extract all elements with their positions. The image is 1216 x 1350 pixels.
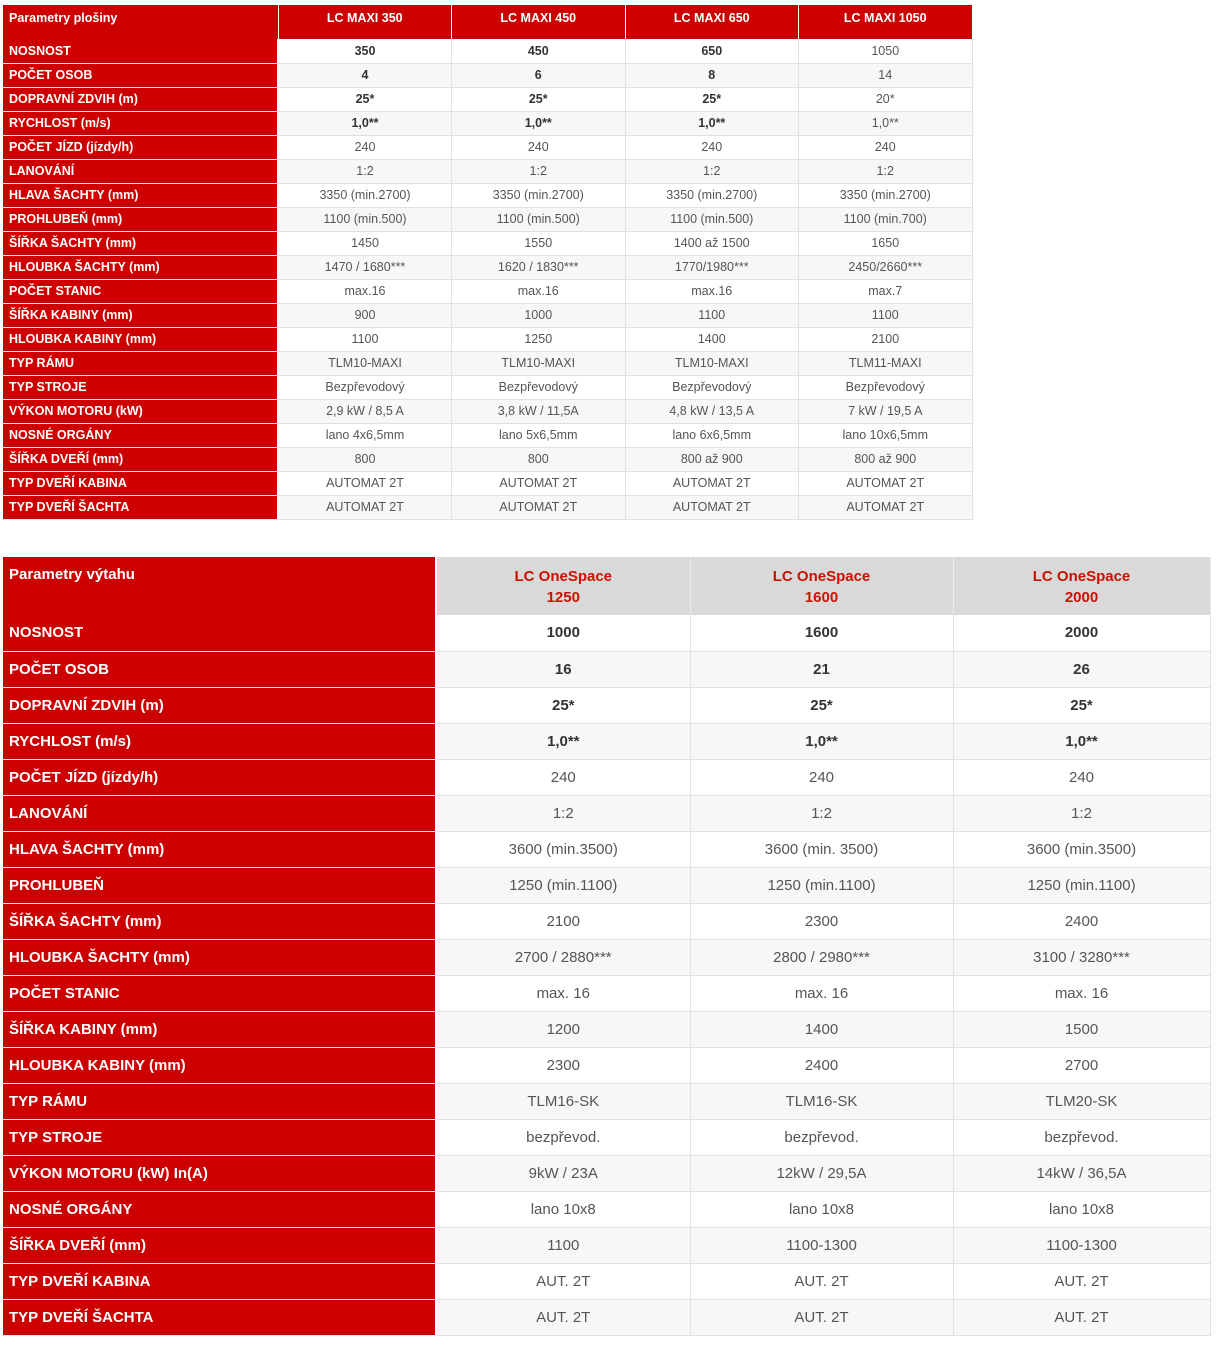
table-cell: max. 16: [953, 975, 1210, 1011]
table-cell: 650: [625, 39, 799, 63]
row-label: ŠÍŘKA KABINY (mm): [3, 303, 278, 327]
row-label: HLOUBKA KABINY (mm): [3, 1047, 436, 1083]
table-row: [3, 1191, 1210, 1227]
table-header-row: [3, 557, 1210, 615]
table-row: [3, 375, 972, 399]
table-cell: max. 16: [690, 975, 953, 1011]
table-row: [3, 903, 1210, 939]
table-cell: 1400 až 1500: [625, 231, 799, 255]
table-cell: 4,8 kW / 13,5 A: [625, 399, 799, 423]
table-cell: AUT. 2T: [436, 1263, 690, 1299]
table-cell: TLM20-SK: [953, 1083, 1210, 1119]
table-row: [3, 135, 972, 159]
row-label: HLOUBKA ŠACHTY (mm): [3, 255, 278, 279]
table-cell: 1:2: [452, 159, 626, 183]
table-cell: max.16: [452, 279, 626, 303]
table-cell: 800 až 900: [625, 447, 799, 471]
row-label: HLAVA ŠACHTY (mm): [3, 831, 436, 867]
header-label: Parametry plošiny: [3, 5, 278, 39]
row-label: NOSNOST: [3, 39, 278, 63]
header-label: Parametry výtahu: [3, 557, 436, 615]
table-cell: 1:2: [953, 795, 1210, 831]
row-label: TYP RÁMU: [3, 351, 278, 375]
table-cell: 7 kW / 19,5 A: [799, 399, 973, 423]
model-header: [436, 557, 690, 615]
table-cell: 240: [690, 759, 953, 795]
table-cell: 2100: [799, 327, 973, 351]
table-cell: 25*: [690, 687, 953, 723]
table-cell: TLM10-MAXI: [452, 351, 626, 375]
table-cell: 2800 / 2980***: [690, 939, 953, 975]
row-label: TYP RÁMU: [3, 1083, 436, 1119]
table-cell: 26: [953, 651, 1210, 687]
row-label: HLOUBKA KABINY (mm): [3, 327, 278, 351]
row-label: NOSNÉ ORGÁNY: [3, 1191, 436, 1227]
table-row: [3, 447, 972, 471]
table-cell: 14kW / 36,5A: [953, 1155, 1210, 1191]
table-row: [3, 651, 1210, 687]
model-capacity: 1600: [804, 589, 839, 606]
row-label: TYP DVEŘÍ KABINA: [3, 471, 278, 495]
row-label: VÝKON MOTORU (kW) In(A): [3, 1155, 436, 1191]
table-cell: lano 4x6,5mm: [278, 423, 452, 447]
table-cell: TLM16-SK: [436, 1083, 690, 1119]
table-cell: lano 10x6,5mm: [799, 423, 973, 447]
table-cell: 1250: [452, 327, 626, 351]
table-cell: 3600 (min.3500): [436, 831, 690, 867]
table-cell: 1250 (min.1100): [690, 867, 953, 903]
table-cell: 3350 (min.2700): [278, 183, 452, 207]
table-cell: 1000: [452, 303, 626, 327]
table-cell: 3350 (min.2700): [452, 183, 626, 207]
row-label: TYP STROJE: [3, 1119, 436, 1155]
table-cell: AUT. 2T: [436, 1299, 690, 1335]
table-cell: 2400: [690, 1047, 953, 1083]
table-cell: Bezpřevodový: [452, 375, 626, 399]
table-cell: 3100 / 3280***: [953, 939, 1210, 975]
row-label: TYP STROJE: [3, 375, 278, 399]
table-cell: 4: [278, 63, 452, 87]
model-header: [953, 557, 1210, 615]
table-cell: 1400: [690, 1011, 953, 1047]
model-header: LC MAXI 350: [278, 5, 452, 39]
table-cell: 1250 (min.1100): [953, 867, 1210, 903]
table-cell: AUTOMAT 2T: [278, 471, 452, 495]
table-cell: AUT. 2T: [953, 1299, 1210, 1335]
table-cell: 240: [278, 135, 452, 159]
row-label: DOPRAVNÍ ZDVIH (m): [3, 87, 278, 111]
table-cell: 1100: [278, 327, 452, 351]
table-cell: 1470 / 1680***: [278, 255, 452, 279]
row-label: HLOUBKA ŠACHTY (mm): [3, 939, 436, 975]
table-cell: 3600 (min.3500): [953, 831, 1210, 867]
table-row: [3, 303, 972, 327]
table-cell: 12kW / 29,5A: [690, 1155, 953, 1191]
table-row: [3, 399, 972, 423]
table-cell: 240: [953, 759, 1210, 795]
table-row: [3, 231, 972, 255]
table-cell: max.16: [625, 279, 799, 303]
table-cell: 900: [278, 303, 452, 327]
table-cell: 1100 (min.500): [452, 207, 626, 231]
table-cell: 1400: [625, 327, 799, 351]
row-label: ŠÍŘKA DVEŘÍ (mm): [3, 447, 278, 471]
table-row: [3, 615, 1210, 651]
table-cell: 1100 (min.500): [625, 207, 799, 231]
table-cell: 1100-1300: [953, 1227, 1210, 1263]
row-label: RYCHLOST (m/s): [3, 723, 436, 759]
table-row: [3, 831, 1210, 867]
table-cell: 1650: [799, 231, 973, 255]
table-cell: 800: [278, 447, 452, 471]
table-cell: AUTOMAT 2T: [278, 495, 452, 519]
table-cell: max.7: [799, 279, 973, 303]
table-cell: 25*: [953, 687, 1210, 723]
table-cell: 240: [452, 135, 626, 159]
table-row: [3, 975, 1210, 1011]
row-label: TYP DVEŘÍ KABINA: [3, 1263, 436, 1299]
table-cell: 1,0**: [953, 723, 1210, 759]
row-label: TYP DVEŘÍ ŠACHTA: [3, 495, 278, 519]
table-cell: 1100: [625, 303, 799, 327]
table-cell: TLM11-MAXI: [799, 351, 973, 375]
table-row: [3, 867, 1210, 903]
model-capacity: 1250: [546, 589, 580, 606]
table-cell: Bezpřevodový: [799, 375, 973, 399]
table-cell: AUT. 2T: [690, 1299, 953, 1335]
model-name: LC OneSpace: [514, 568, 613, 585]
table-cell: 450: [452, 39, 626, 63]
row-label: VÝKON MOTORU (kW): [3, 399, 278, 423]
table-cell: 1620 / 1830***: [452, 255, 626, 279]
table-cell: lano 10x8: [953, 1191, 1210, 1227]
model-name: LC OneSpace: [772, 568, 871, 585]
table-cell: 2000: [953, 615, 1210, 651]
table-row: [3, 159, 972, 183]
table-cell: 16: [436, 651, 690, 687]
row-label: LANOVÁNÍ: [3, 795, 436, 831]
table-cell: 1100 (min.700): [799, 207, 973, 231]
row-label: PROHLUBEŇ: [3, 867, 436, 903]
table-cell: lano 10x8: [436, 1191, 690, 1227]
table-header-row: [3, 5, 972, 39]
table-row: [3, 207, 972, 231]
row-label: ŠÍŘKA KABINY (mm): [3, 1011, 436, 1047]
table-row: [3, 279, 972, 303]
table-row: [3, 423, 972, 447]
table-row: [3, 723, 1210, 759]
table-cell: TLM16-SK: [690, 1083, 953, 1119]
table-cell: 1100: [436, 1227, 690, 1263]
model-header: LC MAXI 1050: [799, 5, 973, 39]
table-cell: AUT. 2T: [953, 1263, 1210, 1299]
table-row: [3, 255, 972, 279]
table-cell: 1:2: [278, 159, 452, 183]
row-label: ŠÍŘKA ŠACHTY (mm): [3, 903, 436, 939]
table-cell: 240: [799, 135, 973, 159]
table-cell: 2,9 kW / 8,5 A: [278, 399, 452, 423]
table-cell: 14: [799, 63, 973, 87]
table-cell: 2700 / 2880***: [436, 939, 690, 975]
row-label: POČET OSOB: [3, 651, 436, 687]
table-cell: AUTOMAT 2T: [799, 471, 973, 495]
row-label: ŠÍŘKA ŠACHTY (mm): [3, 231, 278, 255]
table-row: [3, 939, 1210, 975]
table-cell: 1450: [278, 231, 452, 255]
table-cell: 2300: [690, 903, 953, 939]
model-header: LC MAXI 650: [625, 5, 799, 39]
table-row: [3, 687, 1210, 723]
platform-parameters-table: [3, 5, 973, 520]
table-cell: 1600: [690, 615, 953, 651]
table-cell: 1,0**: [625, 111, 799, 135]
table-cell: 1:2: [436, 795, 690, 831]
table-cell: 800: [452, 447, 626, 471]
table-cell: 1100 (min.500): [278, 207, 452, 231]
row-label: DOPRAVNÍ ZDVIH (m): [3, 687, 436, 723]
table-row: [3, 1299, 1210, 1335]
row-label: ŠÍŘKA DVEŘÍ (mm): [3, 1227, 436, 1263]
table-row: [3, 111, 972, 135]
row-label: POČET JÍZD (jízdy/h): [3, 759, 436, 795]
table-cell: AUTOMAT 2T: [452, 471, 626, 495]
table-row: [3, 759, 1210, 795]
row-label: HLAVA ŠACHTY (mm): [3, 183, 278, 207]
table-row: [3, 1227, 1210, 1263]
table-cell: 6: [452, 63, 626, 87]
table-row: [3, 39, 972, 63]
table-cell: 350: [278, 39, 452, 63]
table-cell: 25*: [625, 87, 799, 111]
table-cell: 1,0**: [452, 111, 626, 135]
table-cell: 1500: [953, 1011, 1210, 1047]
row-label: POČET STANIC: [3, 279, 278, 303]
table-cell: Bezpřevodový: [625, 375, 799, 399]
row-label: RYCHLOST (m/s): [3, 111, 278, 135]
table-cell: 240: [625, 135, 799, 159]
table-cell: AUT. 2T: [690, 1263, 953, 1299]
table-row: [3, 1011, 1210, 1047]
table-cell: 1:2: [799, 159, 973, 183]
table-cell: 25*: [436, 687, 690, 723]
table-cell: AUTOMAT 2T: [452, 495, 626, 519]
table-row: [3, 1047, 1210, 1083]
row-label: PROHLUBEŇ (mm): [3, 207, 278, 231]
table-cell: 2300: [436, 1047, 690, 1083]
row-label: LANOVÁNÍ: [3, 159, 278, 183]
table-cell: 1050: [799, 39, 973, 63]
row-label: NOSNOST: [3, 615, 436, 651]
row-label: POČET STANIC: [3, 975, 436, 1011]
table-cell: 800 až 900: [799, 447, 973, 471]
table-cell: 8: [625, 63, 799, 87]
table-cell: 25*: [452, 87, 626, 111]
model-capacity: 2000: [1064, 589, 1099, 606]
table-cell: 1200: [436, 1011, 690, 1047]
table-cell: 1,0**: [278, 111, 452, 135]
table-cell: 21: [690, 651, 953, 687]
model-header: [690, 557, 953, 615]
table-row: [3, 87, 972, 111]
table-cell: AUTOMAT 2T: [625, 471, 799, 495]
table-cell: TLM10-MAXI: [278, 351, 452, 375]
table-cell: 1550: [452, 231, 626, 255]
table-cell: 1,0**: [799, 111, 973, 135]
table-row: [3, 471, 972, 495]
table-cell: 1,0**: [690, 723, 953, 759]
table-cell: 3,8 kW / 11,5A: [452, 399, 626, 423]
table-cell: 1,0**: [436, 723, 690, 759]
table-cell: 1100-1300: [690, 1227, 953, 1263]
table-row: [3, 351, 972, 375]
table-row: [3, 63, 972, 87]
table-cell: 25*: [278, 87, 452, 111]
table-cell: lano 6x6,5mm: [625, 423, 799, 447]
row-label: NOSNÉ ORGÁNY: [3, 423, 278, 447]
model-name: LC OneSpace: [1032, 568, 1131, 585]
table-cell: 1250 (min.1100): [436, 867, 690, 903]
table-cell: lano 10x8: [690, 1191, 953, 1227]
table-cell: 3350 (min.2700): [799, 183, 973, 207]
table-cell: AUTOMAT 2T: [625, 495, 799, 519]
table-cell: Bezpřevodový: [278, 375, 452, 399]
table-cell: 1:2: [690, 795, 953, 831]
table-cell: TLM10-MAXI: [625, 351, 799, 375]
row-label: POČET JÍZD (jízdy/h): [3, 135, 278, 159]
table-cell: 1100: [799, 303, 973, 327]
table-cell: bezpřevod.: [690, 1119, 953, 1155]
table-cell: 2700: [953, 1047, 1210, 1083]
table-cell: 20*: [799, 87, 973, 111]
table-cell: max.16: [278, 279, 452, 303]
table-cell: 1000: [436, 615, 690, 651]
table-row: [3, 1263, 1210, 1299]
table-row: [3, 1155, 1210, 1191]
table-cell: lano 5x6,5mm: [452, 423, 626, 447]
table-cell: max. 16: [436, 975, 690, 1011]
table-row: [3, 1083, 1210, 1119]
table-cell: 1770/1980***: [625, 255, 799, 279]
table-cell: 9kW / 23A: [436, 1155, 690, 1191]
table-cell: 2400: [953, 903, 1210, 939]
table-cell: AUTOMAT 2T: [799, 495, 973, 519]
table-cell: 2450/2660***: [799, 255, 973, 279]
table-cell: 1:2: [625, 159, 799, 183]
table-cell: 3600 (min. 3500): [690, 831, 953, 867]
table-row: [3, 183, 972, 207]
table-cell: 3350 (min.2700): [625, 183, 799, 207]
table-cell: bezpřevod.: [953, 1119, 1210, 1155]
table-cell: 240: [436, 759, 690, 795]
row-label: POČET OSOB: [3, 63, 278, 87]
table-cell: 2100: [436, 903, 690, 939]
table-row: [3, 327, 972, 351]
table-row: [3, 795, 1210, 831]
table-row: [3, 495, 972, 519]
model-header: LC MAXI 450: [452, 5, 626, 39]
table-row: [3, 1119, 1210, 1155]
lift-parameters-table: [3, 557, 1211, 1336]
row-label: TYP DVEŘÍ ŠACHTA: [3, 1299, 436, 1335]
table-cell: bezpřevod.: [436, 1119, 690, 1155]
